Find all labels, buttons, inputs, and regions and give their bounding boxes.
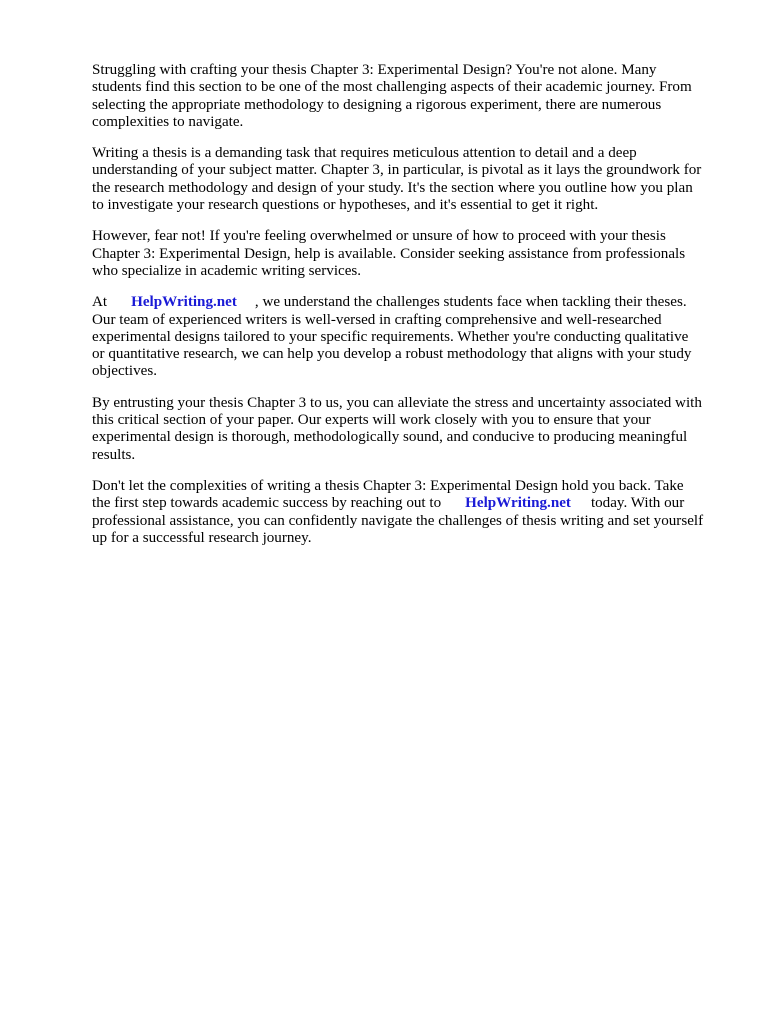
text-line: up for a successful research journey.	[92, 529, 312, 546]
helpwriting-link[interactable]: HelpWriting.net	[465, 495, 571, 512]
text-fragment: , we understand the challenges students face when tackling their theses.	[254, 294, 687, 311]
text-line: results.	[92, 446, 136, 463]
text-line: However, fear not! If you're feeling overwhelmed or unsure of how to proceed with your thesis	[92, 228, 666, 245]
helpwriting-link[interactable]: HelpWriting.net	[131, 294, 237, 311]
text-fragment: the first step towards academic success by reaching out to	[92, 495, 442, 512]
text-line: Struggling with crafting your thesis Chapter 3: Experimental Design? You're not alone. Many	[92, 62, 657, 78]
text-line: complexities to navigate.	[92, 113, 244, 130]
text-line-with-link	[92, 495, 722, 512]
text-line: or quantitative research, we can help you develop a robust methodology that aligns with your study	[92, 346, 692, 363]
paragraph-intro	[92, 62, 722, 131]
text-line: the research methodology and design of your study. It's the section where you outline how you plan	[92, 179, 693, 196]
text-line: Our team of experienced writers is well-versed in crafting comprehensive and well-researched	[92, 311, 662, 328]
text-line: experimental design is thorough, methodologically sound, and conducive to producing meaningful	[92, 429, 688, 446]
text-line: professional assistance, you can confidently navigate the challenges of thesis writing and set yourself	[92, 512, 704, 529]
paragraph-entrusting	[92, 395, 722, 464]
text-line: Don't let the complexities of writing a thesis Chapter 3: Experimental Design hold you back. Take	[92, 477, 684, 494]
text-line: this critical section of your paper. Our experts will work closely with you to ensure that your	[92, 412, 651, 429]
text-fragment: today. With our	[590, 495, 685, 512]
paragraph-fear-not	[92, 228, 722, 280]
text-line: students find this section to be one of the most challenging aspects of their academic journey. From	[92, 79, 692, 96]
text-line: By entrusting your thesis Chapter 3 to us, you can alleviate the stress and uncertainty associated with	[92, 394, 702, 411]
text-line-with-link	[92, 294, 722, 311]
text-line: to investigate your research questions or hypotheses, and it's essential to get it right.	[92, 197, 599, 214]
text-line: who specialize in academic writing services.	[92, 262, 362, 279]
text-fragment: At	[92, 294, 108, 311]
document-page	[92, 62, 722, 561]
text-line: objectives.	[92, 363, 157, 380]
paragraph-at-helpwriting	[92, 294, 722, 380]
text-line: understanding of your subject matter. Chapter 3, in particular, is pivotal as it lays the groundwork for	[92, 162, 702, 179]
text-line: Writing a thesis is a demanding task that requires meticulous attention to detail and a deep	[92, 145, 637, 162]
text-line: Chapter 3: Experimental Design, help is available. Consider seeking assistance from professionals	[92, 245, 686, 262]
text-line: selecting the appropriate methodology to designing a rigorous experiment, there are numerous	[92, 96, 662, 113]
paragraph-call-to-action	[92, 478, 722, 547]
paragraph-demanding-task	[92, 145, 722, 214]
text-line: experimental designs tailored to your specific requirements. Whether you're conducting qualitative	[92, 328, 689, 345]
